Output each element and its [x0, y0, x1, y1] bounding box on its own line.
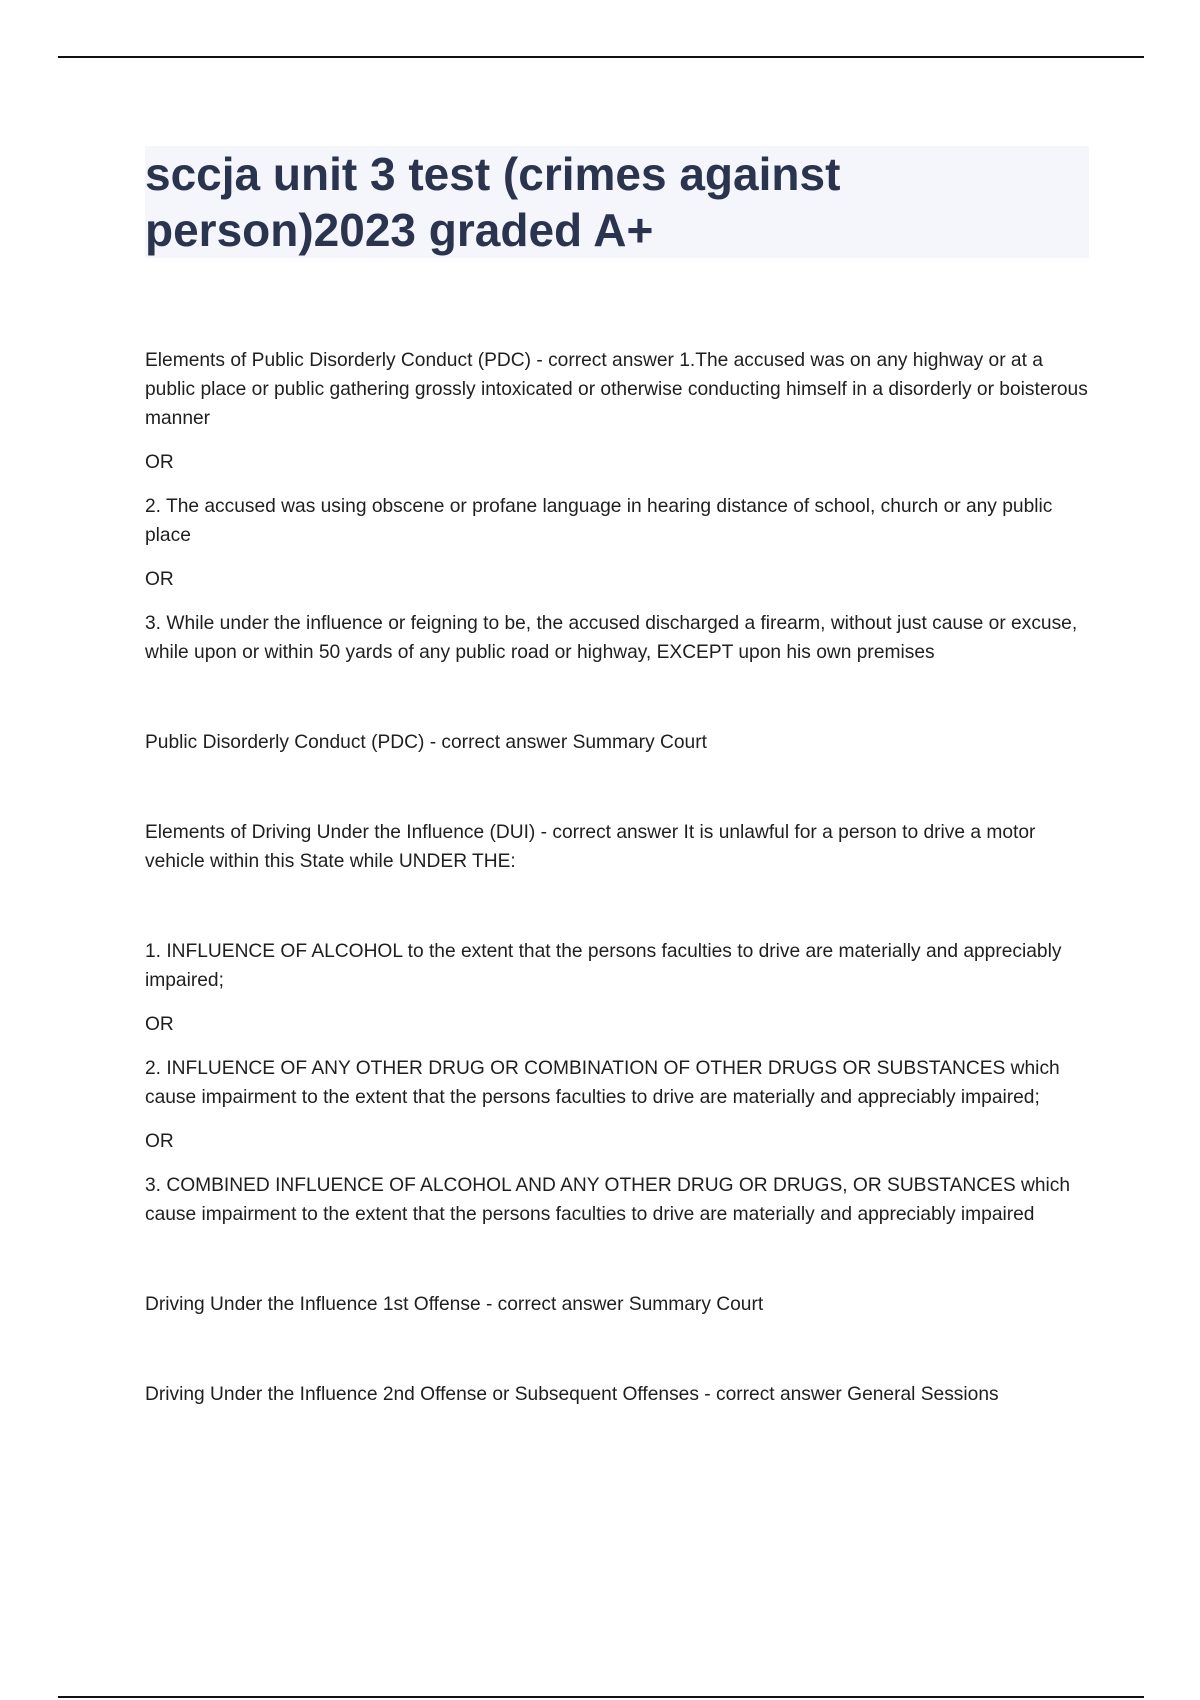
- paragraph-dui-drugs: 2. INFLUENCE OF ANY OTHER DRUG OR COMBINATION OF OTHER DRUGS OR SUBSTANCES which cause impairment to the extent that the persons faculties to drive are materially and appreciably impaired;: [145, 1058, 1060, 1108]
- paragraph-pdc-elements-3: 3. While under the influence or feigning to be, the accused discharged a firearm, without just cause or excuse, while upon or within 50 yards of any public road or highway, EXCEPT upon his own premises: [145, 613, 1078, 663]
- paragraph-or: OR: [145, 1131, 174, 1152]
- paragraph-dui-elements: Elements of Driving Under the Influence (DUI) - correct answer It is unlawful for a person to drive a motor vehicle within this State while UNDER THE:: [145, 822, 1036, 872]
- footer-rule: [58, 1696, 1144, 1698]
- document-title: sccja unit 3 test (crimes against person)2023 graded A+: [145, 148, 841, 256]
- paragraph-or: OR: [145, 569, 174, 590]
- paragraph-dui-subsequent-offense: Driving Under the Influence 2nd Offense or Subsequent Offenses - correct answer General Sessions: [145, 1384, 999, 1405]
- document-body: [145, 346, 1090, 1409]
- paragraph-or: OR: [145, 452, 174, 473]
- paragraph-pdc-elements-1: Elements of Public Disorderly Conduct (PDC) - correct answer 1.The accused was on any highway or at a public place or public gathering grossly intoxicated or otherwise conducting himself in a disorderly or boisterous manner: [145, 350, 1088, 429]
- paragraph-pdc-elements-2: 2. The accused was using obscene or profane language in hearing distance of school, church or any public place: [145, 496, 1053, 546]
- paragraph-pdc-court: Public Disorderly Conduct (PDC) - correct answer Summary Court: [145, 732, 707, 753]
- paragraph-or: OR: [145, 1014, 174, 1035]
- paragraph-dui-first-offense: Driving Under the Influence 1st Offense - correct answer Summary Court: [145, 1294, 764, 1315]
- paragraph-dui-combined: 3. COMBINED INFLUENCE OF ALCOHOL AND ANY OTHER DRUG OR DRUGS, OR SUBSTANCES which cause impairment to the extent that the persons faculties to drive are materially and appreciably impaired: [145, 1175, 1071, 1225]
- header-rule: [58, 56, 1144, 58]
- paragraph-dui-alcohol: 1. INFLUENCE OF ALCOHOL to the extent that the persons faculties to drive are materially and appreciably impaired;: [145, 941, 1062, 991]
- title-banner: [145, 146, 1089, 258]
